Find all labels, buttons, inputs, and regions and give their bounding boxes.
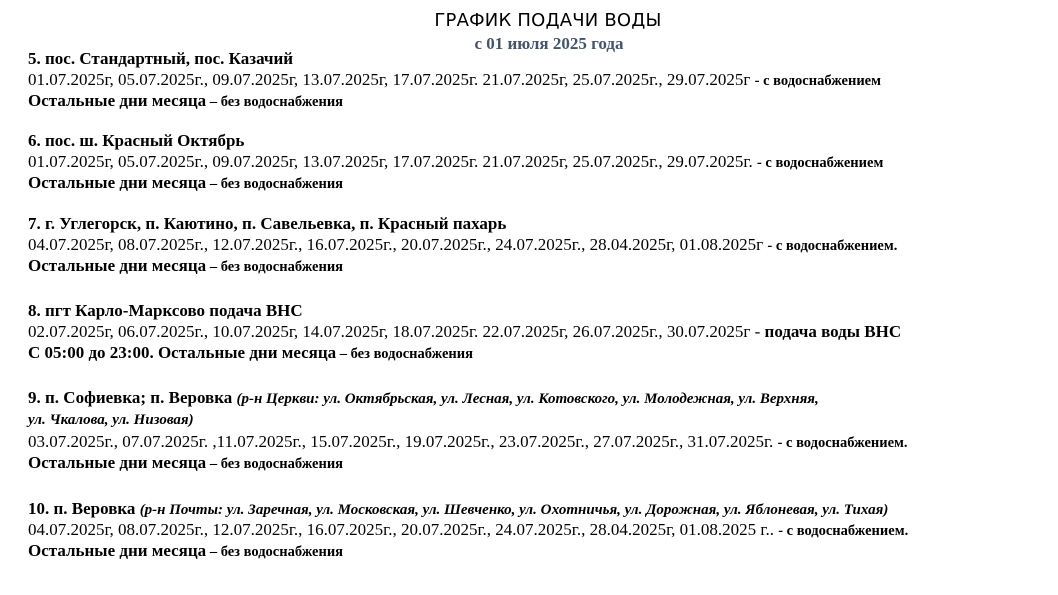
dates-status: - с водоснабжением (754, 73, 881, 89)
section-header: 7. г. Углегорск, п. Каютино, п. Савельевка, п. Красный пахарь (28, 214, 507, 233)
dates-status: - с водоснабжением (756, 155, 884, 171)
other-days-status: – без водоснабжения (206, 456, 344, 472)
dates-status: - с водоснабжением. (778, 523, 909, 539)
dates-status: - с водоснабжением. (777, 435, 908, 451)
section-note-continued: ул. Чкалова, ул. Низовая) (28, 412, 194, 428)
other-days-line (28, 172, 1038, 193)
dates-text: 01.07.2025г, 05.07.2025г., 09.07.2025г, 13.07.2025г, 17.07.2025г. 21.07.2025г, 25.07.2025г., 29.07.2025г (28, 70, 755, 89)
section-header: 6. пос. ш. Красный Октябрь (28, 131, 245, 150)
section-7 (28, 213, 1038, 276)
other-days-line (28, 255, 1038, 276)
dates-line (28, 234, 1038, 255)
section-header: 9. п. Софиевка; п. Веровка (28, 388, 237, 407)
dates-text: 04.07.2025г, 08.07.2025г., 12.07.2025г., 16.07.2025г., 20.07.2025г., 24.07.2025г., 28.04.2025г, 01.08.2025г (28, 235, 768, 254)
dates-line (28, 519, 1038, 540)
section-6 (28, 130, 1038, 193)
dates-text: 03.07.2025г., 07.07.2025г. ,11.07.2025г., 15.07.2025г., 19.07.2025г., 23.07.2025г., 27.07.2025г., 31.07.2025г. (28, 432, 778, 451)
document-title: ГРАФИК ПОДАЧИ ВОДЫ (434, 10, 662, 31)
dates-line (28, 151, 1038, 172)
other-days-status: – без водоснабжения (206, 94, 344, 110)
section-header-line (28, 387, 1038, 409)
section-note: (р-н Почты: ул. Заречная, ул. Московская, ул. Шевченко, ул. Охотничья, ул. Дорожная, ул. Яблоневая, ул. Тихая) (139, 502, 889, 518)
document-subtitle: с 01 июля 2025 года (474, 34, 624, 53)
time-and-other-days-label: С 05:00 до 23:00. Остальные дни месяца (28, 343, 337, 362)
other-days-label: Остальные дни месяца (28, 541, 207, 560)
section-header: 10. п. Веровка (28, 499, 140, 518)
other-days-line (28, 90, 1038, 111)
section-note: (р-н Церкви: ул. Октябрьская, ул. Лесная, ул. Котовского, ул. Молодежная, ул. Верхняя, (236, 391, 819, 407)
other-days-line (28, 452, 1038, 473)
dates-text: 02.07.2025г, 06.07.2025г., 10.07.2025г, 14.07.2025г, 18.07.2025г. 22.07.2025г, 26.07.2025г., 30.07.2025г - (28, 322, 765, 341)
other-days-status: – без водоснабжения (206, 176, 344, 192)
other-days-label: Остальные дни месяца (28, 453, 207, 472)
section-header: 8. пгт Карло-Марксово подача ВНС (28, 301, 303, 320)
dates-line (28, 431, 1038, 452)
other-days-label: Остальные дни месяца (28, 91, 207, 110)
other-days-label: Остальные дни месяца (28, 256, 207, 275)
other-days-line (28, 540, 1038, 561)
section-9 (28, 387, 1038, 473)
dates-line (28, 69, 1038, 90)
section-header-line (28, 498, 1038, 519)
dates-text: 04.07.2025г, 08.07.2025г., 12.07.2025г., 16.07.2025г., 20.07.2025г., 24.07.2025г., 28.04.2025г, 01.08.2025 г.. (28, 520, 779, 539)
dates-status: подача воды ВНС (764, 322, 902, 341)
other-days-status: – без водоснабжения (206, 544, 344, 560)
other-days-label: Остальные дни месяца (28, 173, 207, 192)
section-8 (28, 300, 1038, 363)
other-days-line (28, 342, 1038, 363)
dates-text: 01.07.2025г, 05.07.2025г., 09.07.2025г, 13.07.2025г, 17.07.2025г. 21.07.2025г, 25.07.2025г., 29.07.2025г. (28, 152, 757, 171)
section-header: 5. пос. Стандартный, пос. Казачий (28, 49, 294, 68)
section-5 (28, 48, 1038, 111)
other-days-status: – без водоснабжения (206, 259, 344, 275)
section-10 (28, 498, 1038, 561)
dates-status: - с водоснабжением. (767, 238, 898, 254)
other-days-status: – без водоснабжения (336, 346, 473, 362)
dates-line (28, 321, 1038, 342)
